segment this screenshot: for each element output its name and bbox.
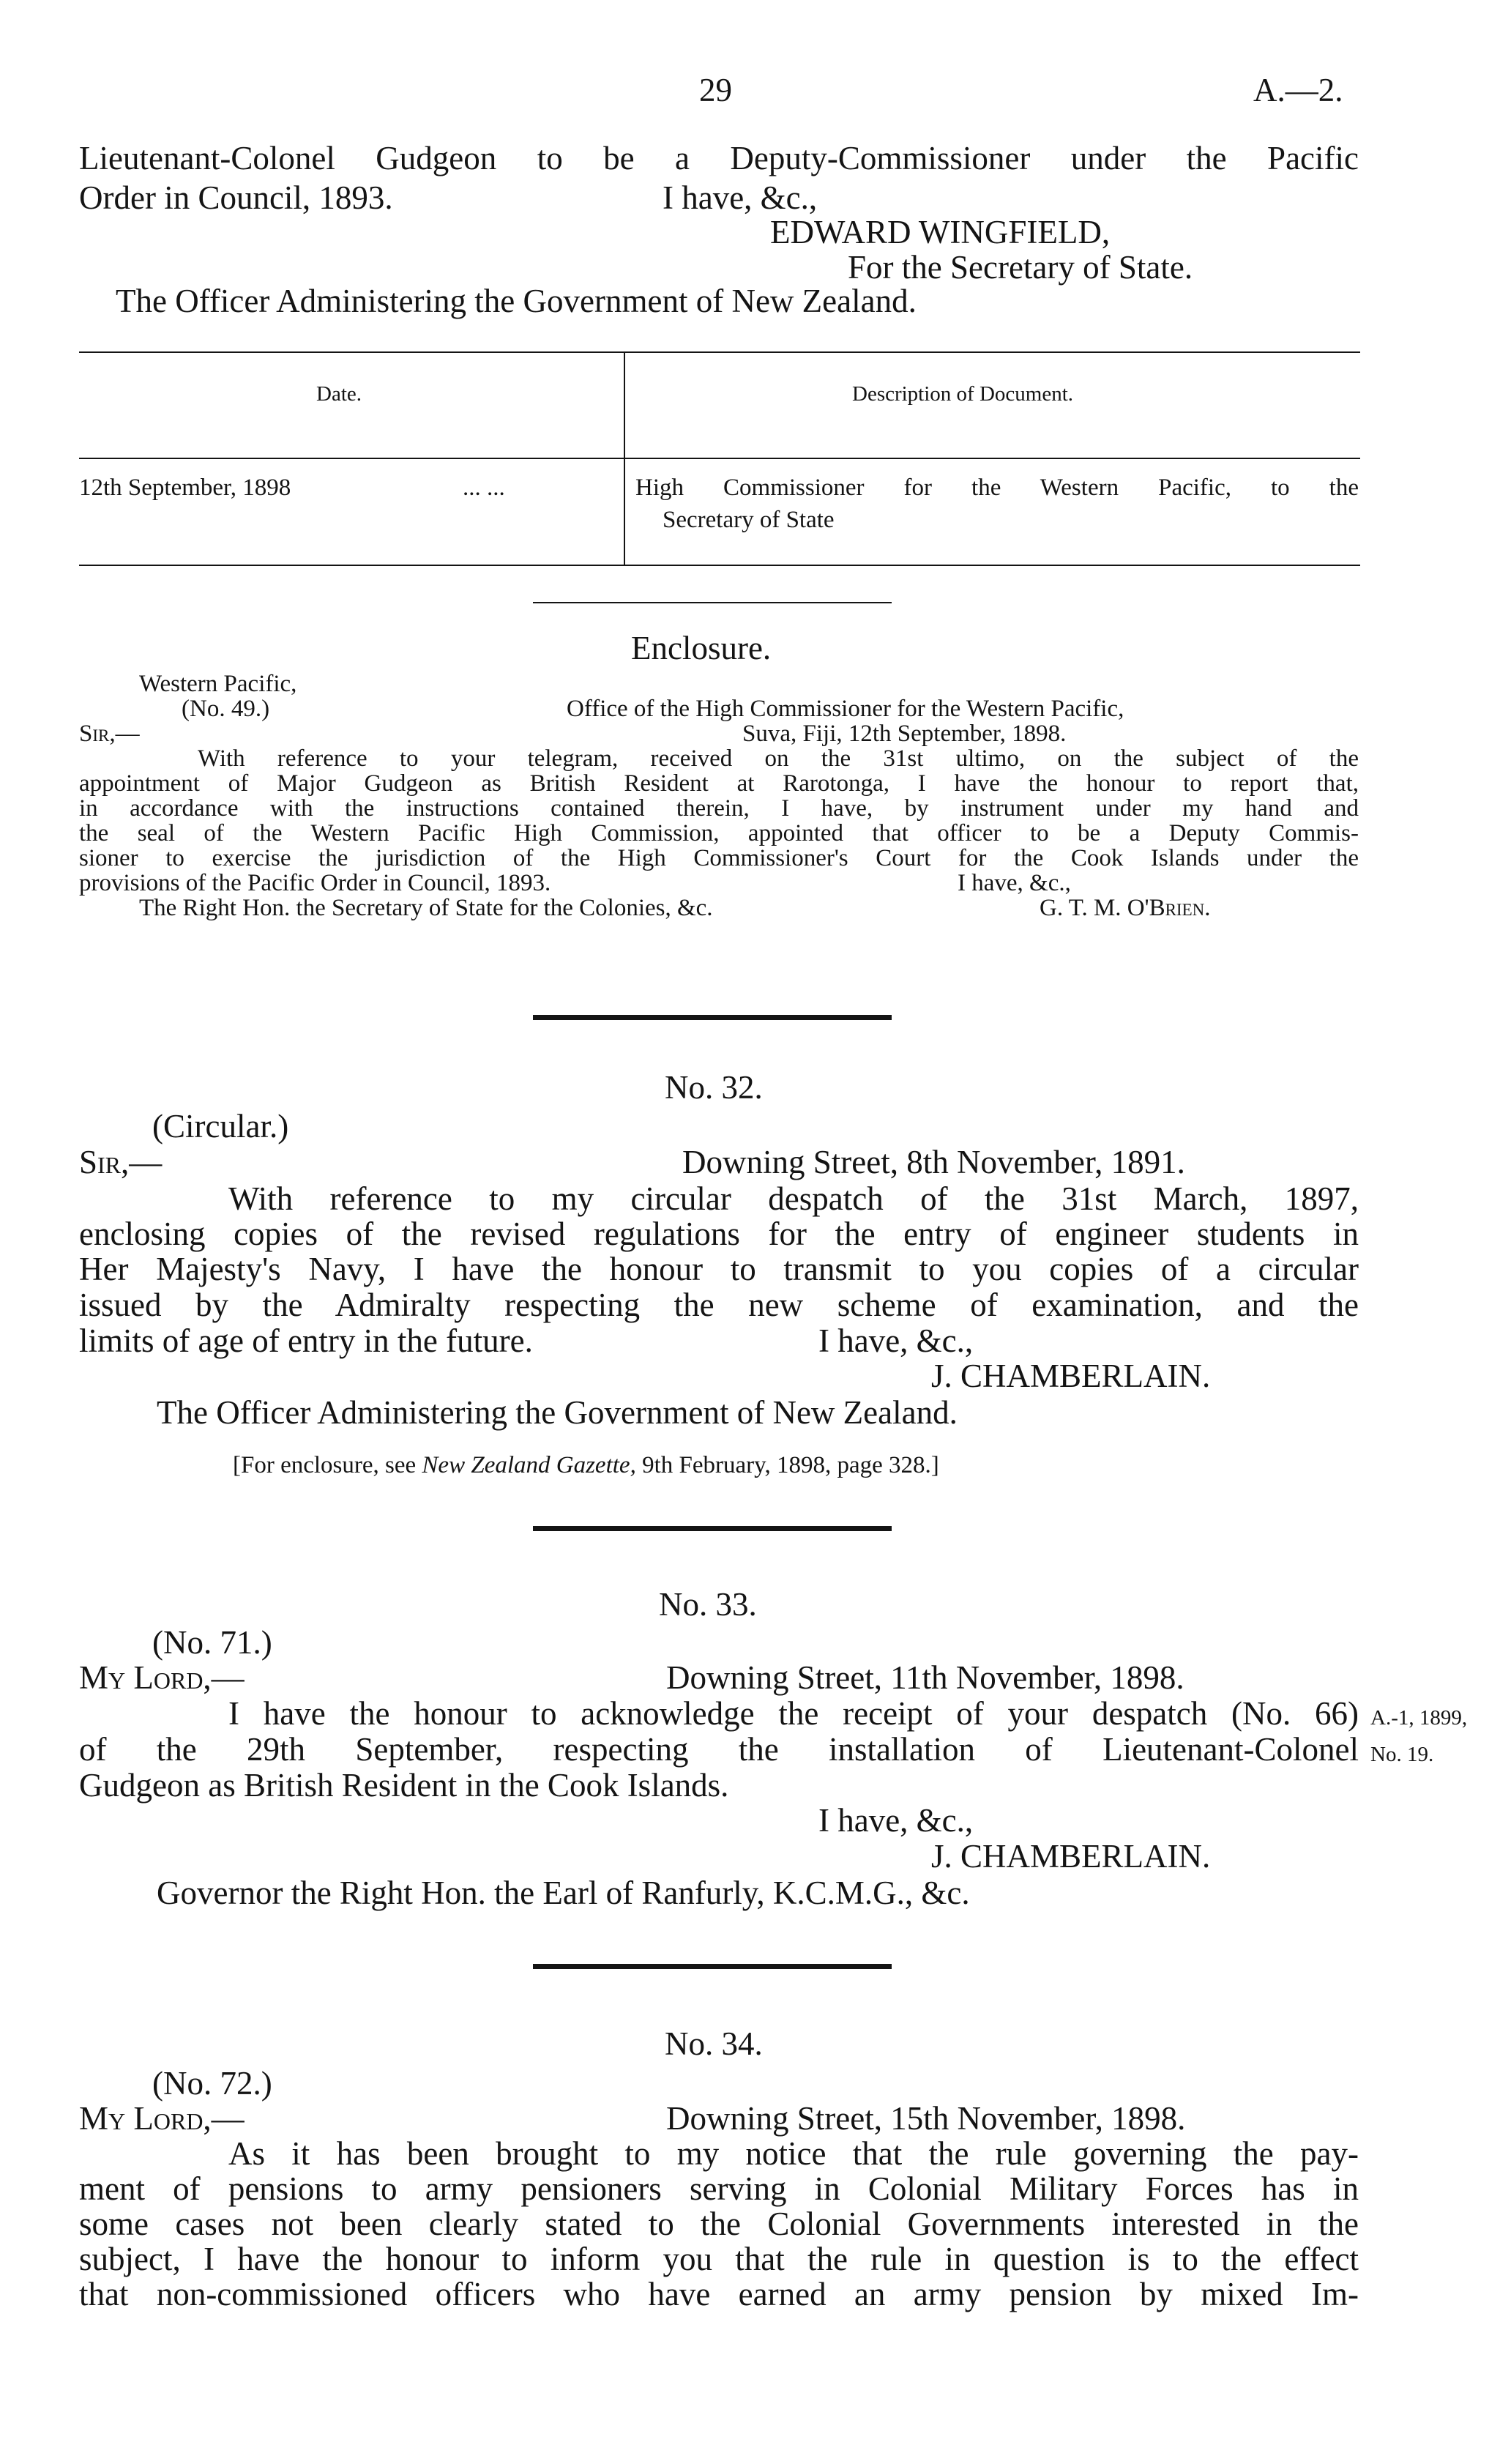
- body-line: appointment of Major Gudgeon as British Resident at Rarotonga, I have the honour to report that,: [79, 770, 1359, 797]
- despatch-heading: No. 33.: [659, 1586, 757, 1623]
- closing: I have, &c.,: [663, 179, 818, 216]
- section-separator: [533, 1015, 892, 1020]
- salutation: Sir,—: [79, 1144, 163, 1180]
- margin-note: A.-1, 1899,: [1370, 1706, 1468, 1730]
- section-separator: [533, 1526, 892, 1531]
- body-line: Her Majesty's Navy, I have the honour to transmit to you copies of a circular: [79, 1251, 1359, 1287]
- body-line: With reference to your telegram, received on the 31st ultimo, on the subject of the: [198, 745, 1359, 772]
- salutation: My Lord,—: [79, 2100, 245, 2137]
- note-prefix: [For enclosure, see: [233, 1452, 422, 1478]
- addressee: The Officer Administering the Government of New Zealand.: [116, 283, 917, 319]
- signature: J. CHAMBERLAIN.: [931, 1358, 1211, 1394]
- table-top-rule: [79, 351, 1360, 353]
- office-line: Office of the High Commissioner for the Western Pacific,: [567, 696, 1124, 722]
- signature-title: For the Secretary of State.: [848, 249, 1193, 286]
- column-header-date: Date.: [316, 382, 362, 406]
- body-line: subject, I have the honour to inform you that the rule in question is to the effect: [79, 2241, 1359, 2277]
- note-suffix: 9th February, 1898, page 328.]: [635, 1452, 939, 1478]
- note-gazette-title: New Zealand Gazette,: [422, 1452, 636, 1478]
- despatch-heading: No. 34.: [665, 2025, 763, 2062]
- signature: EDWARD WINGFIELD,: [770, 214, 1111, 250]
- salutation: Sir,—: [79, 721, 140, 747]
- closing: I have, &c.,: [958, 870, 1071, 896]
- body-line: some cases not been clearly stated to the Colonial Governments interested in the: [79, 2206, 1359, 2242]
- table-header-rule: [79, 458, 1360, 459]
- closing: I have, &c.,: [818, 1802, 974, 1839]
- row-description-cont: Secretary of State: [663, 507, 835, 533]
- body-line: Gudgeon as British Resident in the Cook Islands.: [79, 1767, 729, 1804]
- ref-number: (No. 71.): [152, 1624, 272, 1661]
- enclosure-note: [233, 1454, 939, 1477]
- place-date: Suva, Fiji, 12th September, 1898.: [742, 721, 1067, 747]
- addressee: The Officer Administering the Government of New Zealand.: [157, 1394, 958, 1431]
- body-line: in accordance with the instructions contained therein, I have, by instrument under my hand and: [79, 795, 1359, 822]
- body-line: Lieutenant-Colonel Gudgeon to be a Deputy-Commissioner under the Pacific: [79, 140, 1359, 176]
- place-date: Downing Street, 11th November, 1898.: [666, 1659, 1184, 1696]
- margin-note-cont: No. 19.: [1370, 1743, 1434, 1766]
- body-line: Order in Council, 1893.: [79, 179, 393, 216]
- body-line: sioner to exercise the jurisdiction of the High Commissioner's Court for the Cook Islands under the: [79, 845, 1359, 871]
- signature: G. T. M. O'Brien.: [1040, 895, 1211, 921]
- salutation: My Lord,—: [79, 1659, 245, 1696]
- ref-number: (No. 72.): [152, 2065, 272, 2102]
- column-header-description: Description of Document.: [852, 382, 1074, 406]
- row-date: 12th September, 1898: [79, 474, 291, 501]
- body-line: enclosing copies of the revised regulations for the entry of engineer students in: [79, 1216, 1359, 1252]
- body-line: that non-commissioned officers who have earned an army pension by mixed Im-: [79, 2276, 1359, 2312]
- body-line: issued by the Admiralty respecting the new scheme of examination, and the: [79, 1287, 1359, 1323]
- ref-number: (No. 49.): [182, 696, 270, 722]
- table-bottom-rule: [79, 565, 1360, 566]
- page-number: 29: [699, 72, 732, 108]
- closing: I have, &c.,: [818, 1322, 974, 1359]
- section-rule: [533, 602, 892, 603]
- place-date: Downing Street, 8th November, 1891.: [682, 1144, 1185, 1180]
- body-line: provisions of the Pacific Order in Council, 1893.: [79, 870, 551, 896]
- body-line: of the 29th September, respecting the installation of Lieutenant-Colonel: [79, 1731, 1359, 1768]
- body-line: the seal of the Western Pacific High Commission, appointed that officer to be a Deputy Commis-: [79, 820, 1359, 846]
- row-leader-dots: ... ...: [463, 474, 505, 501]
- body-line: limits of age of entry in the future.: [79, 1322, 533, 1359]
- ref-line: Western Pacific,: [139, 671, 297, 697]
- body-line: As it has been brought to my notice that the rule governing the pay-: [228, 2135, 1359, 2172]
- body-line: I have the honour to acknowledge the receipt of your despatch (No. 66): [228, 1695, 1359, 1732]
- addressee: Governor the Right Hon. the Earl of Ranfurly, K.C.M.G., &c.: [157, 1875, 970, 1911]
- section-separator: [533, 1964, 892, 1969]
- addressee: The Right Hon. the Secretary of State for the Colonies, &c.: [139, 895, 713, 921]
- document-reference: A.—2.: [1253, 72, 1343, 108]
- place-date: Downing Street, 15th November, 1898.: [666, 2100, 1186, 2137]
- signature: J. CHAMBERLAIN.: [931, 1838, 1211, 1875]
- body-line: With reference to my circular despatch of the 31st March, 1897,: [228, 1180, 1359, 1217]
- circular-label: (Circular.): [152, 1108, 289, 1144]
- row-description: High Commissioner for the Western Pacific, to the: [635, 474, 1359, 501]
- body-line: ment of pensions to army pensioners serving in Colonial Military Forces has in: [79, 2170, 1359, 2207]
- despatch-heading: No. 32.: [665, 1069, 763, 1106]
- enclosure-heading: Enclosure.: [631, 630, 772, 666]
